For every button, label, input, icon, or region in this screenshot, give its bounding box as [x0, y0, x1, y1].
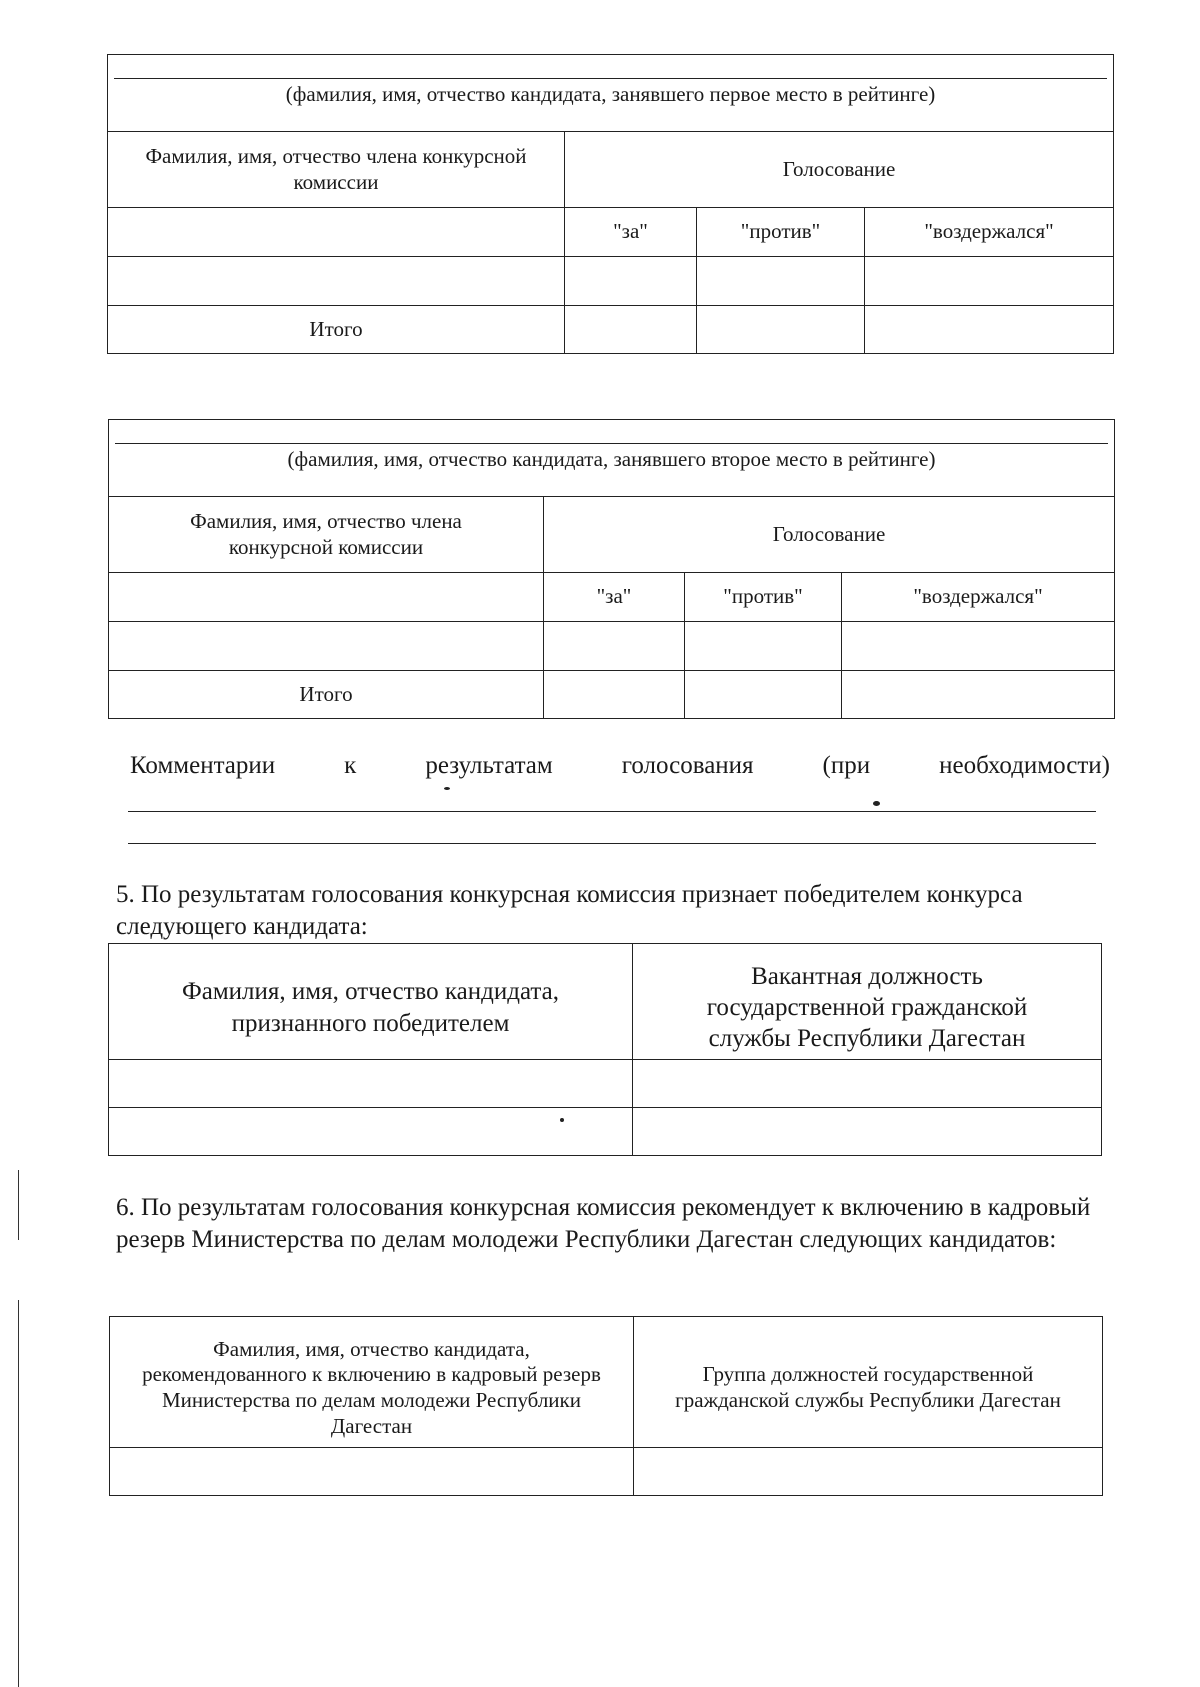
table2-empty-cell [544, 622, 685, 671]
table2-empty-cell [109, 622, 544, 671]
table2-member-header: Фамилия, имя, отчество члена конкурсной комиссии [109, 497, 544, 573]
table2-total-against [685, 671, 842, 719]
reserve-table [109, 1316, 1103, 1496]
table2-total-for [544, 671, 685, 719]
table1-member-header: Фамилия, имя, отчество члена конкурсной комиссии [108, 132, 565, 208]
table1-empty-cell [565, 257, 697, 306]
table1-candidate-caption: (фамилия, имя, отчество кандидата, занявшего первое место в рейтинге) [114, 78, 1107, 108]
comments-word: необходимости) [939, 752, 1110, 779]
scan-speck [873, 801, 880, 806]
winner-name-header: Фамилия, имя, отчество кандидата, признанного победителем [109, 944, 633, 1060]
comments-blank-line-2 [128, 843, 1096, 844]
table1-empty-cell [108, 257, 565, 306]
table2-vote-abstain: "воздержался" [842, 573, 1115, 622]
table2-empty-cell [685, 622, 842, 671]
voting-comments-label [130, 752, 1110, 780]
reserve-row-cell [110, 1448, 634, 1496]
comments-word: голосования [621, 752, 754, 779]
scan-speck [444, 787, 450, 790]
table1-vote-for: "за" [565, 208, 697, 257]
table2-vote-for: "за" [544, 573, 685, 622]
table1-voting-header: Голосование [565, 132, 1114, 208]
reserve-row-cell [634, 1448, 1103, 1496]
table2-voting-header: Голосование [544, 497, 1115, 573]
table2-member-name-cell [109, 573, 544, 622]
table2-caption-cell [109, 420, 1115, 497]
winner-row-cell [109, 1060, 633, 1108]
section6-paragraph: 6. По результатам голосования конкурсная комиссия рекомендует к включению в кадровый резерв Министерства по делам молодежи Республики Дагестан следующих кандидатов: [116, 1194, 1091, 1253]
table2-vote-against: "против" [685, 573, 842, 622]
table1-vote-against: "против" [697, 208, 865, 257]
reserve-name-header: Фамилия, имя, отчество кандидата, рекомендованного к включению в кадровый резерв Министерства по делам молодежи Республики Дагестан [110, 1317, 634, 1448]
table1-empty-cell [865, 257, 1114, 306]
rating-second-place-table [108, 419, 1115, 719]
scan-speck [560, 1118, 564, 1122]
rating-first-place-table [107, 54, 1114, 354]
table2-total-label: Итого [109, 671, 544, 719]
table1-caption-cell [108, 55, 1114, 132]
scan-margin-line [18, 1300, 19, 1687]
reserve-group-header: Группа должностей государственной гражданской службы Республики Дагестан [634, 1317, 1103, 1448]
table2-total-abstain [842, 671, 1115, 719]
winner-table [108, 943, 1102, 1156]
winner-position-header: Вакантная должность государственной гражданской службы Республики Дагестан [633, 944, 1102, 1060]
winner-row-cell [633, 1108, 1102, 1156]
table2-empty-cell [842, 622, 1115, 671]
winner-row-cell [633, 1060, 1102, 1108]
comments-word: Комментарии [130, 752, 276, 779]
comments-word: к [344, 752, 357, 779]
table1-member-name-cell [108, 208, 565, 257]
table1-total-abstain [865, 306, 1114, 354]
table1-total-against [697, 306, 865, 354]
comments-word: (при [822, 752, 871, 779]
table1-total-for [565, 306, 697, 354]
table2-candidate-caption: (фамилия, имя, отчество кандидата, занявшего второе место в рейтинге) [115, 443, 1108, 473]
table1-vote-abstain: "воздержался" [865, 208, 1114, 257]
section5-paragraph: 5. По результатам голосования конкурсная комиссия признает победителем конкурса следующего кандидата: [116, 881, 1023, 940]
comments-word: результатам [425, 752, 553, 779]
winner-row-cell [109, 1108, 633, 1156]
comments-blank-line-1 [128, 811, 1096, 812]
table1-total-label: Итого [108, 306, 565, 354]
table1-empty-cell [697, 257, 865, 306]
scan-margin-line-upper [18, 1170, 19, 1240]
